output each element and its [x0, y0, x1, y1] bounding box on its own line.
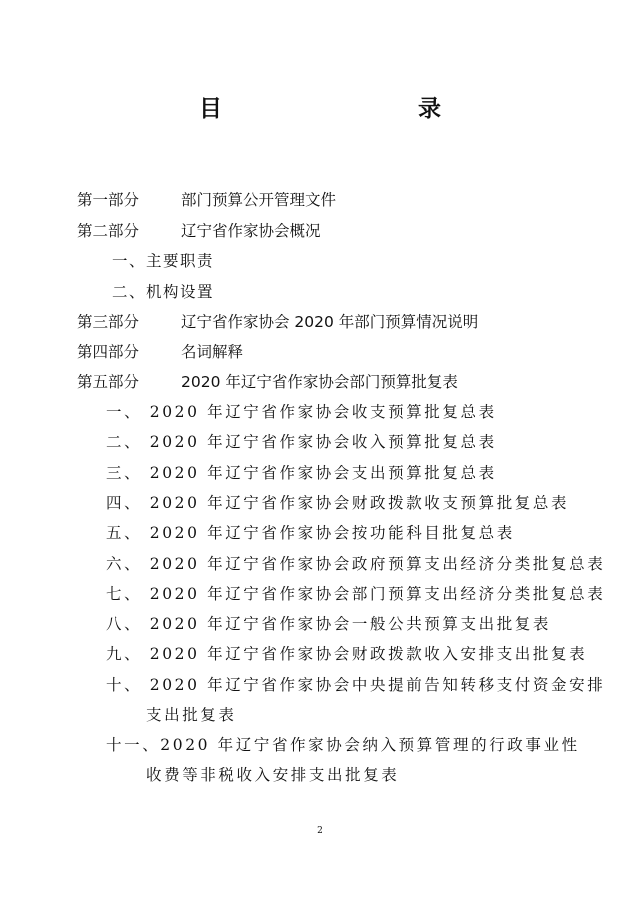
part-label: 第四部分: [77, 343, 140, 361]
toc-part-5-item-1[interactable]: 一、 2020 年辽宁省作家协会收支预算批复总表: [106, 403, 497, 421]
page-number: 2: [317, 826, 323, 836]
toc-part-5-item-11-continuation[interactable]: 收费等非税收入安排支出批复表: [146, 766, 400, 784]
part-title: 2020 年辽宁省作家协会部门预算批复表: [181, 373, 458, 391]
toc-part-5-item-2[interactable]: 二、 2020 年辽宁省作家协会收入预算批复总表: [106, 433, 497, 451]
part-label: 第三部分: [77, 313, 140, 331]
toc-part-5-item-6[interactable]: 六、 2020 年辽宁省作家协会政府预算支出经济分类批复总表: [106, 555, 606, 573]
part-label: 第五部分: [77, 373, 140, 391]
toc-part-2-item-2[interactable]: 二、机构设置: [112, 283, 215, 301]
toc-part-5-item-10-continuation[interactable]: 支出批复表: [146, 706, 237, 724]
part-title: 辽宁省作家协会 2020 年部门预算情况说明: [181, 313, 479, 331]
toc-part-5-item-3[interactable]: 三、 2020 年辽宁省作家协会支出预算批复总表: [106, 464, 497, 482]
toc-part-5-item-5[interactable]: 五、 2020 年辽宁省作家协会按功能科目批复总表: [106, 524, 515, 542]
toc-part-3[interactable]: [77, 312, 478, 332]
toc-part-5-item-11[interactable]: 十一、2020 年辽宁省作家协会纳入预算管理的行政事业性: [106, 736, 580, 754]
part-label: 第二部分: [77, 222, 140, 240]
toc-part-2-item-1[interactable]: 一、主要职责: [112, 252, 215, 270]
toc-part-5-item-7[interactable]: 七、 2020 年辽宁省作家协会部门预算支出经济分类批复总表: [106, 585, 606, 603]
part-title: 名词解释: [181, 343, 244, 361]
toc-part-1[interactable]: [77, 190, 336, 210]
page-title: 目 录: [199, 96, 491, 122]
part-title: 辽宁省作家协会概况: [181, 222, 321, 240]
toc-part-5-item-8[interactable]: 八、 2020 年辽宁省作家协会一般公共预算支出批复表: [106, 615, 552, 633]
toc-part-5-item-4[interactable]: 四、 2020 年辽宁省作家协会财政拨款收支预算批复总表: [106, 494, 570, 512]
toc-part-4[interactable]: [77, 342, 243, 362]
toc-part-5-item-9[interactable]: 九、 2020 年辽宁省作家协会财政拨款收入安排支出批复表: [106, 645, 588, 663]
toc-part-5[interactable]: [77, 372, 458, 392]
part-label: 第一部分: [77, 191, 140, 209]
toc-part-2[interactable]: [77, 221, 321, 241]
toc-part-5-item-10[interactable]: 十、 2020 年辽宁省作家协会中央提前告知转移支付资金安排: [106, 676, 606, 694]
part-title: 部门预算公开管理文件: [181, 191, 337, 209]
